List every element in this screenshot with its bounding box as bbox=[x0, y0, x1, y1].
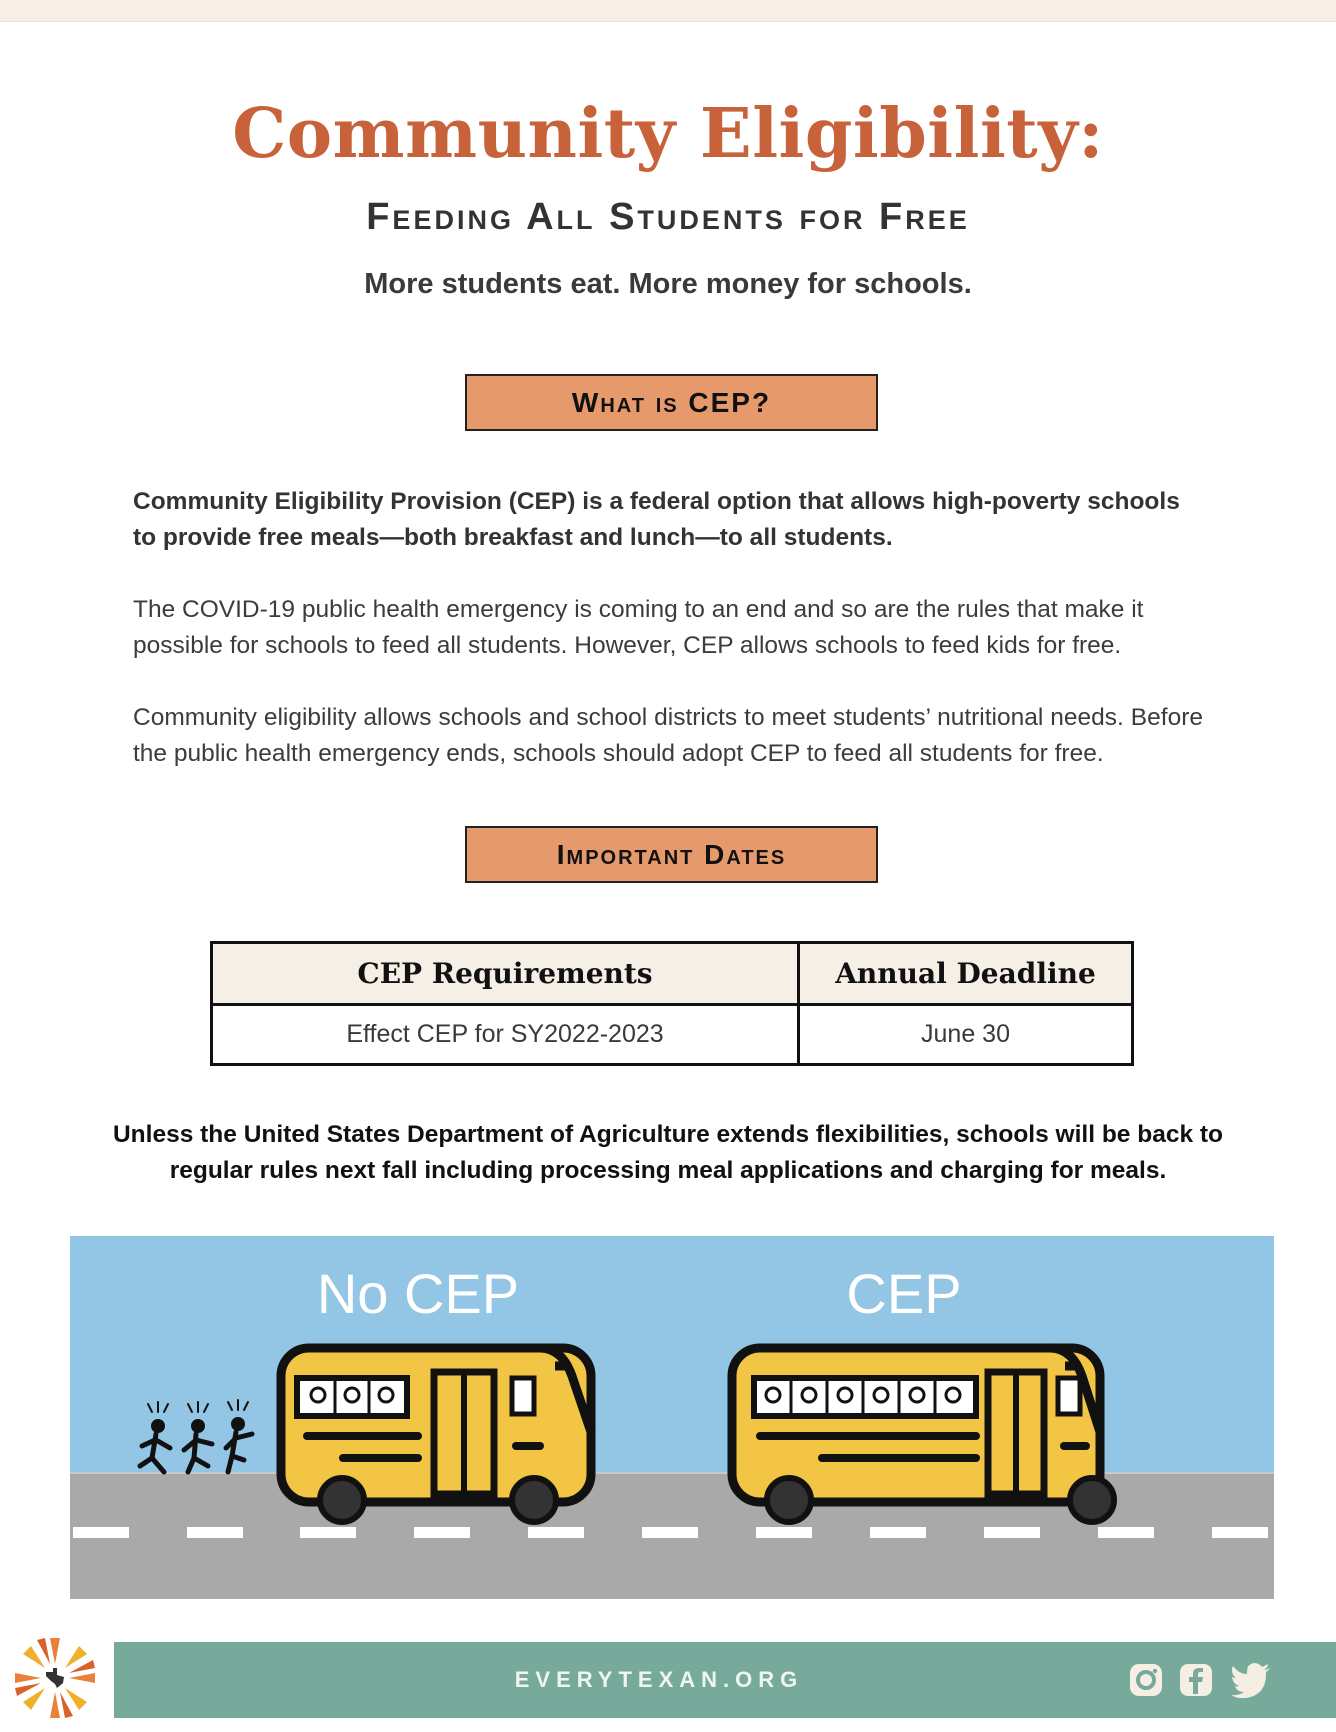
facebook-icon[interactable] bbox=[1178, 1662, 1214, 1698]
every-texan-logo-icon bbox=[14, 1637, 96, 1719]
usda-warning: Unless the United States Department of Agriculture extends flexibilities, schools will be back to regular rules next fall including processing meal applications and charging for meals. bbox=[112, 1121, 1223, 1184]
cep-definition-paragraph: Community Eligibility Provision (CEP) is a federal option that allows high-poverty schools to provide free meals—both breakfast and lunch—to all students. bbox=[133, 488, 1180, 551]
important-dates-table bbox=[210, 941, 1134, 1066]
table-row bbox=[212, 1005, 1133, 1065]
long-bus-icon bbox=[732, 1348, 1114, 1522]
footer-bar bbox=[114, 1642, 1336, 1718]
bus-illustration bbox=[70, 1236, 1274, 1599]
website-link[interactable]: EVERYTEXAN.ORG bbox=[514, 1667, 804, 1692]
instagram-icon[interactable] bbox=[1128, 1662, 1164, 1698]
page-subtitle: Feeding All Students for Free bbox=[366, 196, 970, 238]
deadline-cell: June 30 bbox=[799, 1005, 1133, 1065]
column-header-requirements: CEP Requirements bbox=[212, 943, 799, 1005]
table-header-row bbox=[212, 943, 1133, 1005]
community-eligibility-paragraph: Community eligibility allows schools and school districts to meet students’ nutritional needs. Before the public health emergency ends, schools should adopt CEP to feed all students for free. bbox=[133, 704, 1203, 767]
covid-paragraph: The COVID-19 public health emergency is coming to an end and so are the rules that make it possible for schools to feed all students. However, CEP allows schools to feed kids for free. bbox=[133, 596, 1144, 659]
cep-label: CEP bbox=[846, 1262, 962, 1325]
column-header-deadline: Annual Deadline bbox=[799, 943, 1133, 1005]
no-cep-label: No CEP bbox=[316, 1262, 520, 1325]
requirement-cell: Effect CEP for SY2022-2023 bbox=[212, 1005, 799, 1065]
top-strip bbox=[0, 0, 1336, 22]
page-title: Community Eligibility: bbox=[232, 94, 1104, 174]
twitter-icon[interactable] bbox=[1230, 1662, 1272, 1698]
short-bus-icon bbox=[281, 1348, 591, 1522]
what-is-cep-heading: What is CEP? bbox=[465, 374, 878, 431]
important-dates-heading: Important Dates bbox=[465, 826, 878, 883]
tagline: More students eat. More money for schools. bbox=[364, 268, 972, 300]
